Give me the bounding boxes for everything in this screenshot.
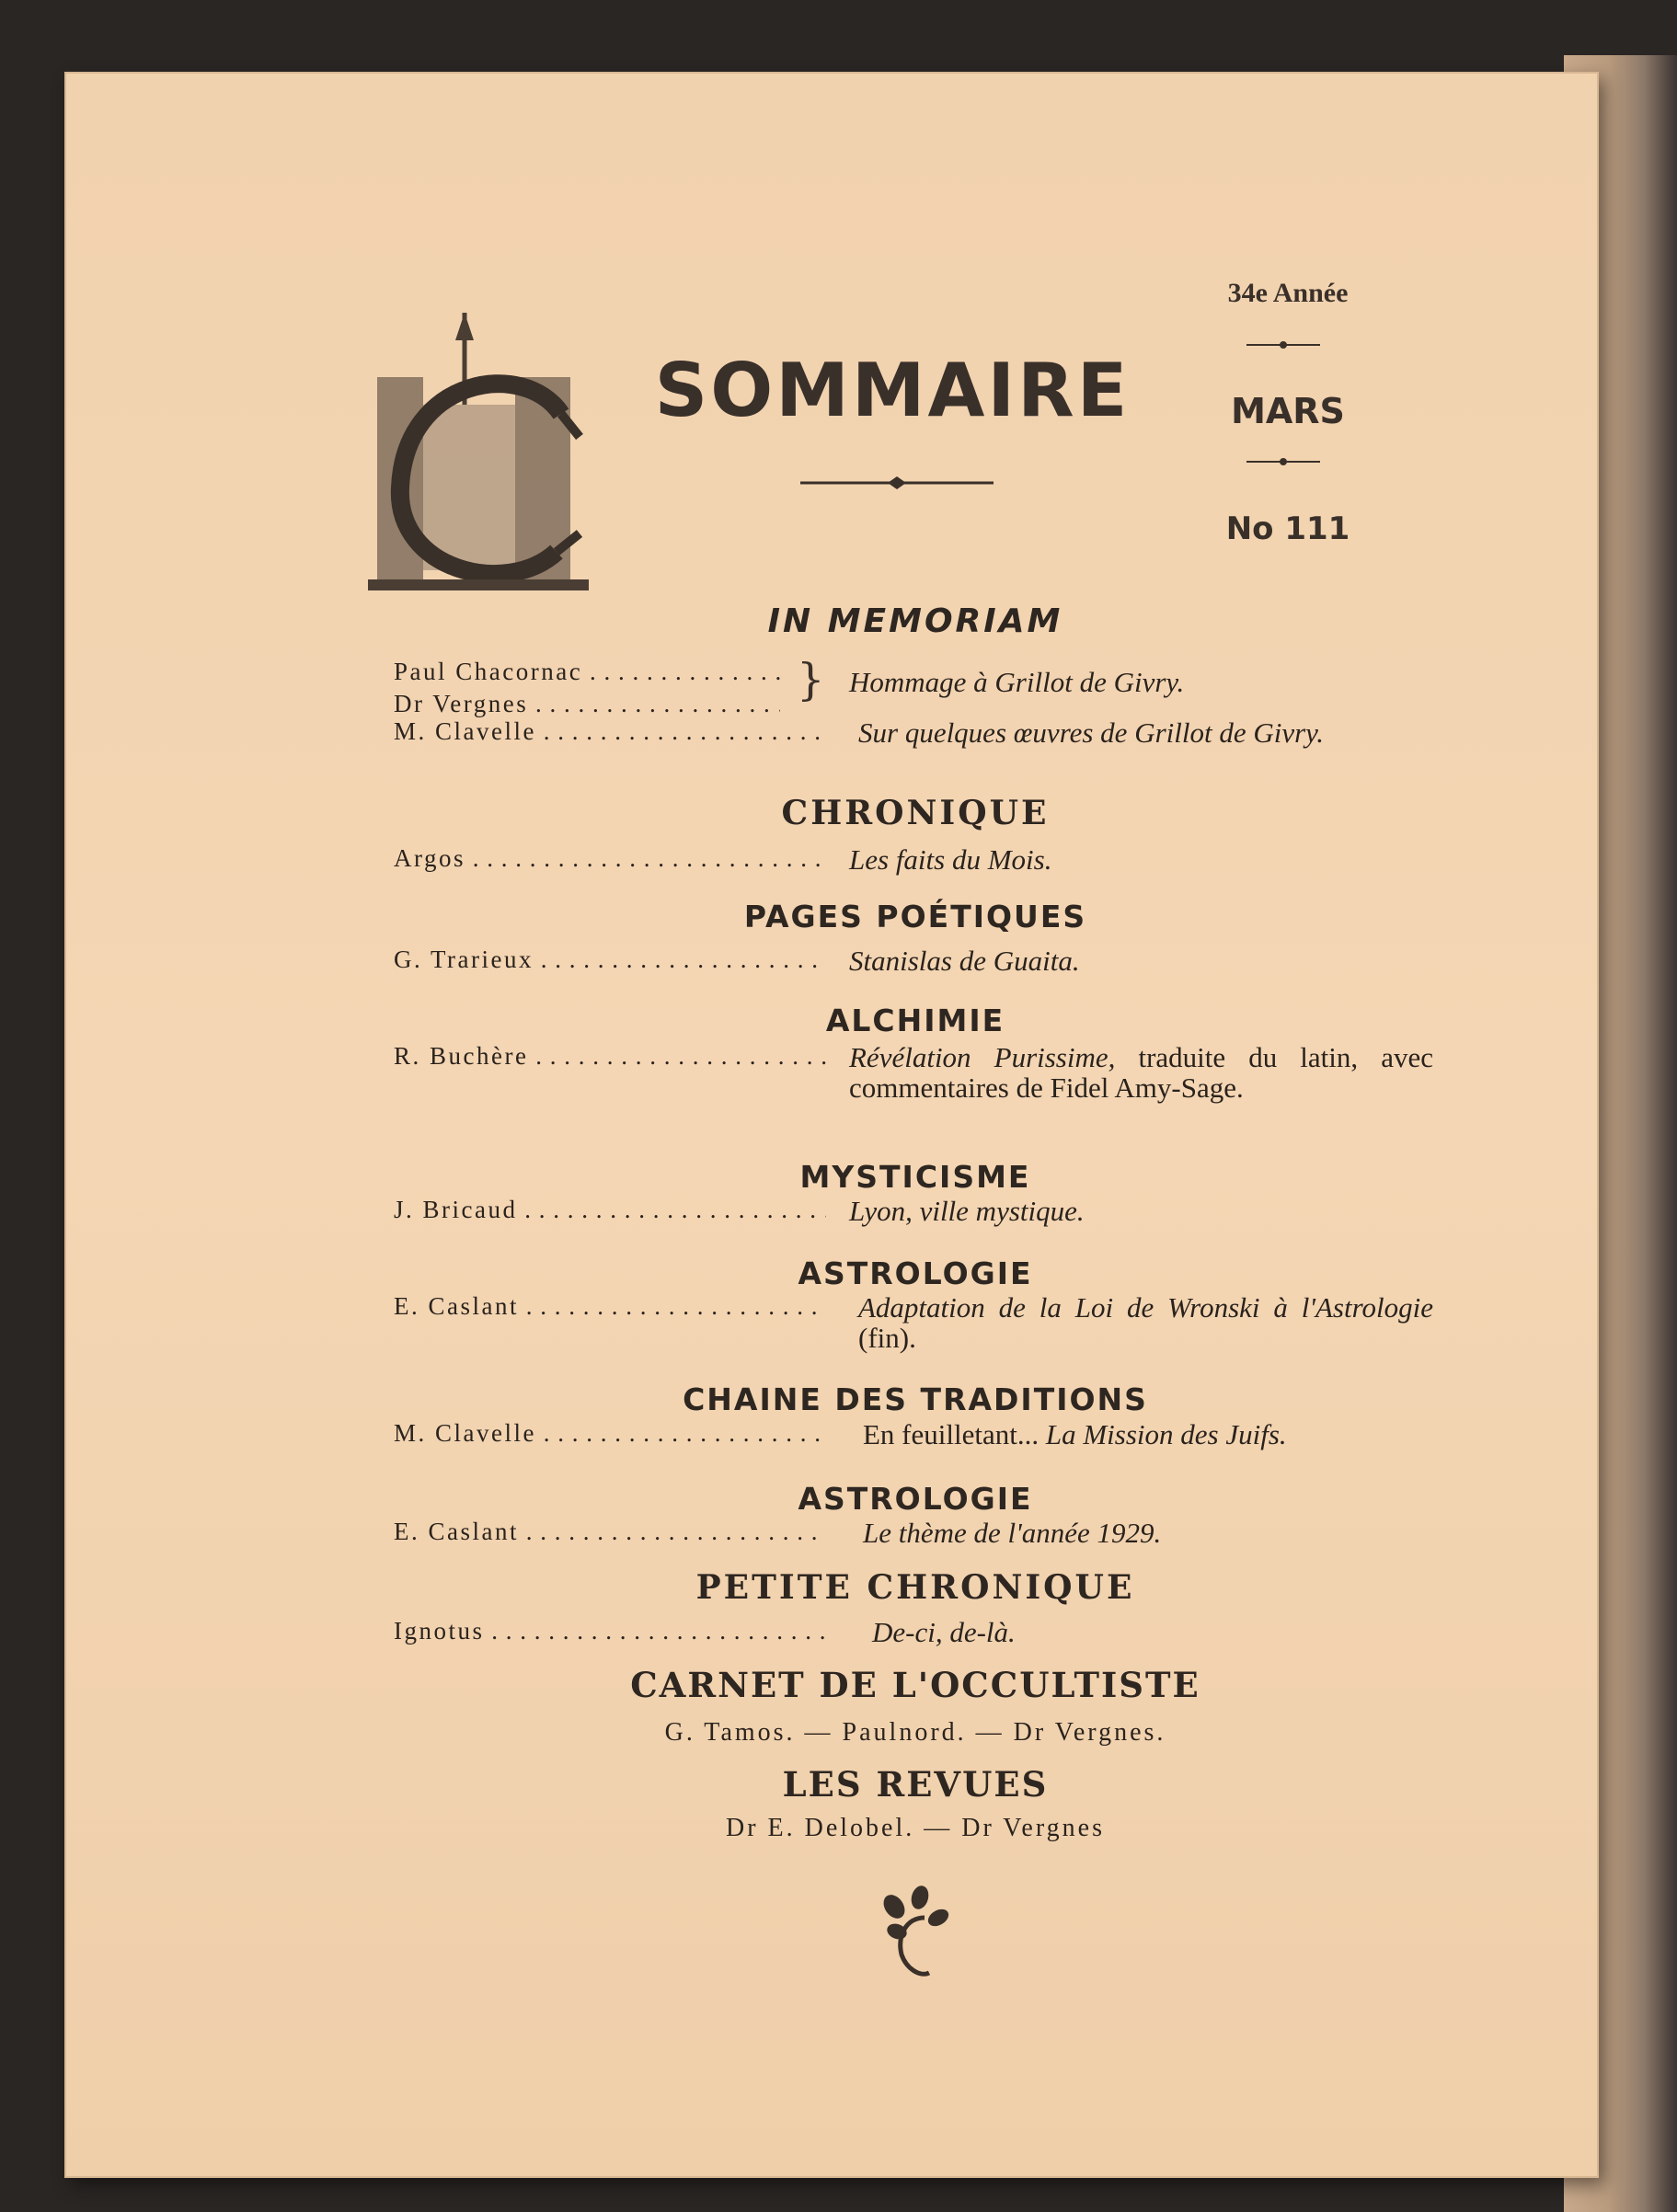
brace-icon: } <box>797 654 825 705</box>
entry-title-italic: Adaptation de la Loi de Wronski à l'Astrologie <box>858 1291 1433 1324</box>
divider-dash-icon <box>1246 455 1320 468</box>
entry-title <box>858 1292 1433 1353</box>
entry-title-rest: (fin). <box>858 1322 916 1354</box>
section-heading: CHAINE DES TRADITIONS <box>683 1381 1148 1417</box>
entry-title-rest: traduite du latin, avec commentaires de Fidel Amy-Sage. <box>849 1041 1433 1104</box>
section-heading: CARNET DE L'OCCULTISTE <box>630 1665 1200 1705</box>
entry-author: M. Clavelle . . . <box>394 1419 826 1448</box>
entry-author: J. Bricaud . . . <box>394 1196 826 1224</box>
entry-author: M. Clavelle . . . <box>394 717 826 746</box>
entry-author: Ignotus . . . <box>394 1617 835 1645</box>
fleuron-icon <box>874 1881 957 1982</box>
section-heading: ASTROLOGIE <box>798 1255 1033 1291</box>
divider-dash-icon <box>1246 338 1320 351</box>
section-heading: ALCHIMIE <box>825 1003 1005 1038</box>
entry-title <box>863 1419 1433 1450</box>
entry-title: Stanislas de Guaita. <box>849 945 1080 977</box>
entry-title-italic: Révélation Purissime, <box>849 1041 1116 1073</box>
section-heading: PETITE CHRONIQUE <box>695 1568 1135 1607</box>
decorated-initial-c-icon <box>350 304 626 598</box>
entry-author: E. Caslant . . . <box>394 1292 826 1321</box>
section-heading: IN MEMORIAM <box>767 602 1063 640</box>
issue-number: No 111 <box>1225 510 1350 547</box>
entry-title: Lyon, ville mystique. <box>849 1195 1085 1227</box>
title-rule-icon <box>800 474 994 492</box>
entry-author: R. Buchère . . . <box>394 1042 826 1071</box>
page-title: SOMMAIRE <box>654 348 1131 433</box>
entry-title: Les faits du Mois. <box>849 843 1052 876</box>
issue-year: 34e Année <box>1227 278 1349 308</box>
entry-title: De-ci, de-là. <box>872 1616 1016 1648</box>
section-heading: MYSTICISME <box>799 1159 1031 1195</box>
entry-author: G. Trarieux . . . <box>394 946 826 974</box>
entry-title: Hommage à Grillot de Givry. <box>849 666 1185 698</box>
section-heading: PAGES POÉTIQUES <box>743 899 1087 934</box>
entry-title: Sur quelques œuvres de Grillot de Givry. <box>858 716 1324 749</box>
entry-author: E. Caslant . . . <box>394 1518 826 1546</box>
entry-author: Paul Chacornac . . . <box>394 658 780 686</box>
section-heading: LES REVUES <box>782 1764 1049 1805</box>
entry-title: Le thème de l'année 1929. <box>863 1517 1162 1549</box>
entry-author: Argos . . . <box>394 844 826 873</box>
issue-month: MARS <box>1231 391 1345 431</box>
section-heading: ASTROLOGIE <box>798 1481 1033 1517</box>
entry-title-plain: En feuilletant... <box>863 1418 1046 1450</box>
entry-title <box>849 1042 1433 1103</box>
carnet-contributors: G. Tamos. — Paulnord. — Dr Vergnes. <box>664 1718 1166 1747</box>
revues-contributors: Dr E. Delobel. — Dr Vergnes <box>725 1814 1105 1842</box>
entry-author: Dr Vergnes . . . <box>394 690 780 718</box>
entry-title-italic: La Mission des Juifs. <box>1045 1418 1287 1450</box>
section-heading: CHRONIQUE <box>781 794 1050 832</box>
